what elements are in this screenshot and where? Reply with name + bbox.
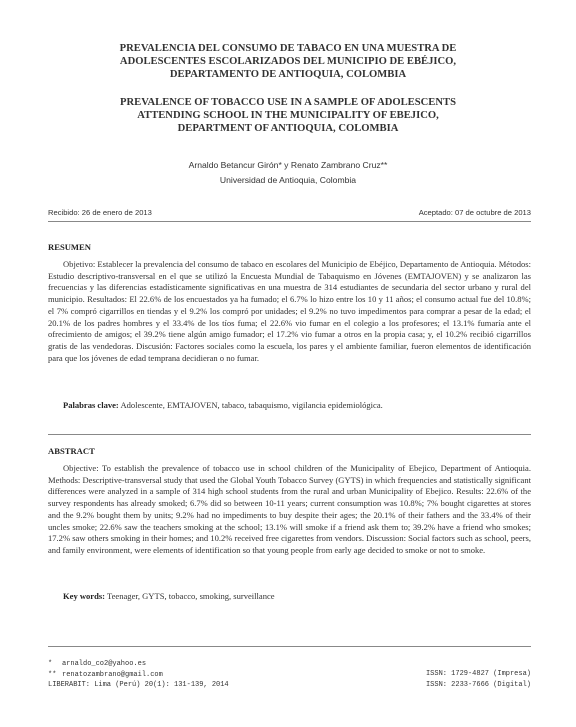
dates-row xyxy=(48,208,531,217)
received-date: Recibido: 26 de enero de 2013 xyxy=(48,208,152,217)
resumen-keywords xyxy=(63,400,531,410)
issn-digital: ISSN: 2233-7666 (Digital) xyxy=(425,680,531,689)
title-en-line: ATTENDING SCHOOL IN THE MUNICIPALITY OF EBEJICO, xyxy=(137,110,439,121)
title-es-line: PREVALENCIA DEL CONSUMO DE TABACO EN UNA MUESTRA DE xyxy=(119,43,457,54)
divider xyxy=(48,434,531,435)
email-link[interactable]: arnaldo_co2@yahoo.es xyxy=(62,660,147,668)
abstract-text: Objective: To establish the prevalence of tobacco use in school children of the Municipality of Ebejico, Department of Antioquia. Methods: Descriptive-transversal study that used the Global Youth Tobacco Survey (GYTS) in which frequencies and statistically significant differences were analyzed in a sample of 314 high school students from the rural and urban Municipality of Ebejico. Results: 22.6% of the survey respondents has already smoked; 6.7% did so between 10-11 years; current consumption was 10.8%; 7% bought cigarettes at stores and the 9.2% bought them by units; 9.2% had no impediments to buy despite their ages; the 20.1% of their fathers and the 33.4% of their uncles smoke; 22.6% saw the teachers smoking at the school; 13.1% will smoke if a friend ask them to; 39.2% have a friend who smokes; 17.2% saw others smoking in their homes; and 10.2% received free cigarettes from vendors. Discussion: Social factors such as school, peers, and family environment, were elements of identification so that young people from early age decided to smoke or not to smoke. xyxy=(48,463,531,555)
title-es-line: DEPARTAMENTO DE ANTIOQUIA, COLOMBIA xyxy=(169,69,407,80)
author-block xyxy=(40,158,536,188)
footnotes xyxy=(48,659,229,691)
affiliation: Universidad de Antioquia, Colombia xyxy=(219,175,357,185)
authors: Arnaldo Betancur Girón* y Renato Zambrano Cruz** xyxy=(188,160,388,170)
divider xyxy=(48,221,531,222)
resumen-text: Objetivo: Establecer la prevalencia del consumo de tabaco en escolares del Municipio de Ebéjico, Departamento de Antioquia. Métodos: Estudio descriptivo-transversal en el que se utilizó la Encuesta Mundial de Tabaquismo en Jóvenes (EMTAJOVEN) y se analizaron las frecuencias y las diferencias estadísticamente significativas en una muestra de 314 estudiantes de secundaria del sector urbano y rural del municipio. Resultados: El 22.6% de los encuestados ya ha fumado; el 6.7% lo hizo entre los 10 y 11 años; el consumo actual fue del 10.8%; el 7% compró cigarrillos en tiendas y el 9.2% los compró por unidades; el 9.2% no tuvo impedimentos para comprar a pesar de la edad; el 20.1% de los padres hombres y el 33.4% de los tíos fuma; el 22.6% vio fumar en el colegio a los profesores; el 13.1% fumaría ante el ofrecimiento de amigos; el 39.2% tiene algún amigo fumador; el 17.2% vio fumar a otros en la propia casa; y, el 10.2% recibió cigarrillos gratis de las vendedoras. Discusión: Factores sociales como la escuela, los pares y el ambiente familiar, fueron elementos de identificación para que los jóvenes de edad temprana decidieran o no fumar. xyxy=(48,259,531,363)
keywords-label: Palabras clave: xyxy=(63,400,119,410)
title-en-line: DEPARTMENT OF ANTIOQUIA, COLOMBIA xyxy=(177,123,399,134)
divider xyxy=(48,646,531,647)
title-en-line: PREVALENCE OF TOBACCO USE IN A SAMPLE OF ADOLESCENTS xyxy=(120,97,456,108)
resumen-heading: RESUMEN xyxy=(48,242,91,252)
keywords-label: Key words: xyxy=(63,591,106,601)
journal-citation: LIBERABIT: Lima (Perú) 20(1): 131-139, 2014 xyxy=(48,681,229,689)
issn-block xyxy=(426,669,531,690)
email-link[interactable]: renatozambrano@gmail.com xyxy=(62,670,163,679)
abstract-keywords xyxy=(63,591,531,601)
title-es-line: ADOLESCENTES ESCOLARIZADOS DEL MUNICIPIO DE EBÉJICO, xyxy=(119,56,457,67)
footnote: ** renatozambrano@gmail.com xyxy=(48,670,163,679)
title-spanish xyxy=(40,42,536,81)
abstract-heading: ABSTRACT xyxy=(48,446,95,456)
keywords-list: Teenager, GYTS, tobacco, smoking, surveillance xyxy=(107,591,275,601)
title-english xyxy=(40,96,536,135)
keywords-list: Adolescente, EMTAJOVEN, tabaco, tabaquismo, vigilancia epidemiológica. xyxy=(120,400,383,410)
issn-print: ISSN: 1729-4827 (Impresa) xyxy=(425,670,531,678)
accepted-date: Aceptado: 07 de octubre de 2013 xyxy=(418,208,531,217)
footnote: * arnaldo_co2@yahoo.es xyxy=(48,660,147,668)
